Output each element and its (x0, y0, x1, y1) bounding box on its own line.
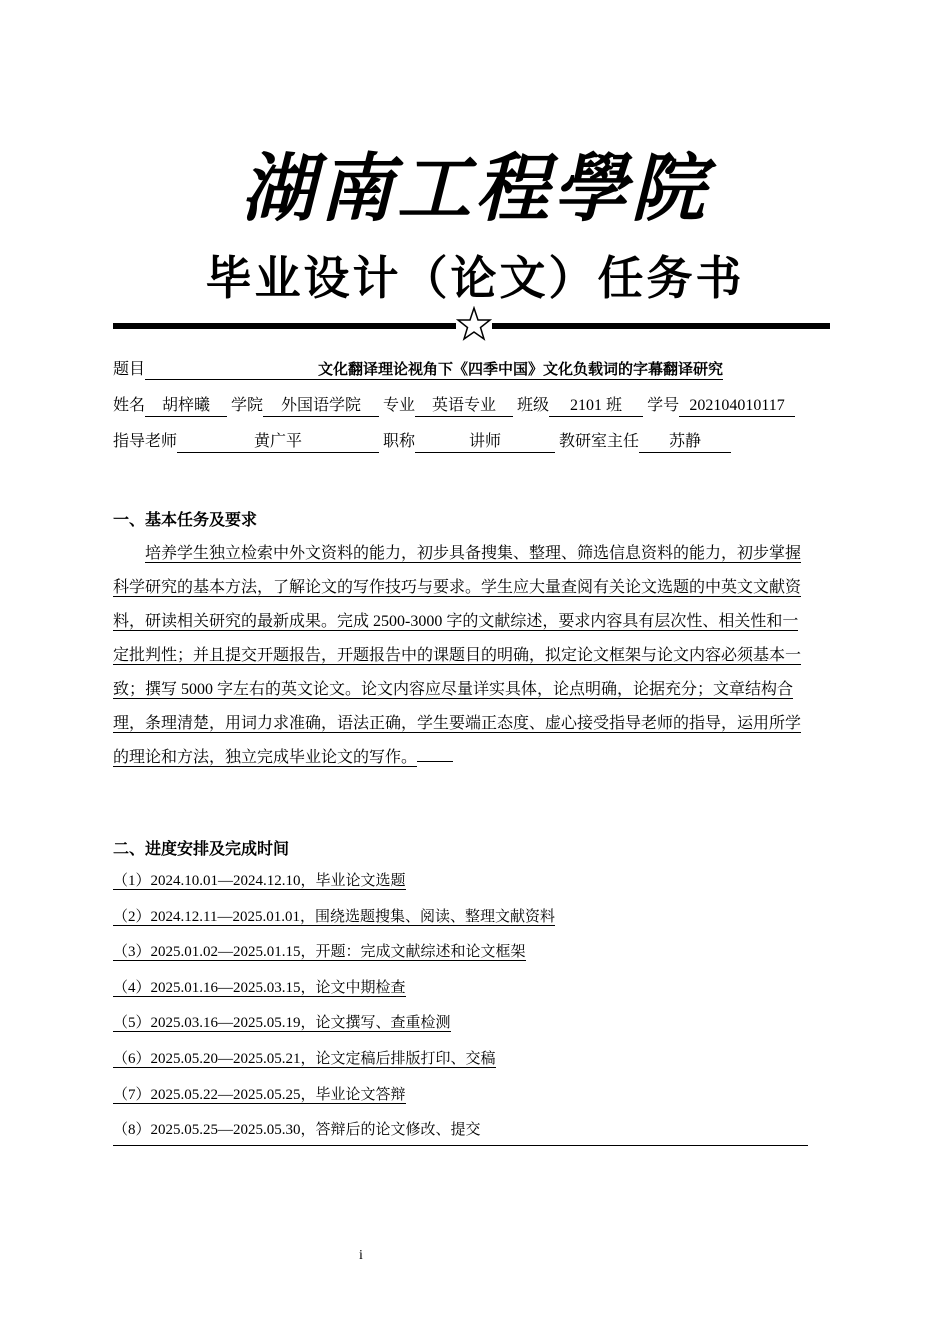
major-label: 专业 (383, 397, 416, 414)
topic-label: 题目 (113, 361, 146, 378)
advisor-label: 指导老师 (113, 433, 178, 450)
advisor-row (113, 430, 731, 454)
topic-row (113, 358, 723, 382)
schedule-item: （7）2025.05.22—2025.05.25，毕业论文答辩 (113, 1086, 406, 1103)
schedule-item: （4）2025.01.16—2025.03.15，论文中期检查 (113, 979, 406, 996)
section1-heading: 一、基本任务及要求 (113, 510, 258, 529)
college-value: 外国语学院 (263, 396, 379, 417)
schedule-item: （3）2025.01.02—2025.01.15，开题：完成文献综述和论文框架 (113, 944, 526, 961)
name-value: 胡梓曦 (145, 396, 227, 417)
id-label: 学号 (647, 397, 680, 414)
advisor-value: 黄广平 (177, 432, 379, 453)
schedule-item: （8）2025.05.25—2025.05.30，答辩后的论文修改、提交 (113, 1115, 808, 1151)
schedule-item: （5）2025.03.16—2025.05.19，论文撰写、查重检测 (113, 1015, 451, 1032)
document-title: 毕业设计（论文）任务书 (205, 251, 745, 305)
star-icon (456, 306, 492, 342)
body-line: 定批判性；并且提交开题报告，开题报告中的课题目的明确，拟定论文框架与论文内容必须基本一 (113, 647, 802, 664)
body-line: 料，研读相关研究的最新成果。完成 2500-3000 字的文献综述，要求内容具有层次性、相关性和一 (113, 613, 799, 630)
section2-heading: 二、进度安排及完成时间 (113, 839, 290, 858)
college-label: 学院 (231, 397, 264, 414)
class-label: 班级 (517, 397, 550, 414)
schedule-item: （6）2025.05.20—2025.05.21，论文定稿后排版打印、交稿 (113, 1050, 496, 1067)
schedule-item: （1）2024.10.01—2024.12.10，毕业论文选题 (113, 873, 406, 889)
title-label: 职称 (383, 433, 416, 450)
student-row (113, 394, 795, 418)
body-line: 致；撰写 5000 字左右的英文论文。论文内容应尽量详实具体，论点明确，论据充分；文章结构合 (113, 681, 794, 698)
schedule-list (113, 866, 808, 1151)
major-value: 英语专业 (415, 396, 513, 417)
schedule-item: （2）2024.12.11—2025.01.01，围绕选题搜集、阅读、整理文献资料 (113, 908, 555, 925)
section1-body (113, 537, 837, 775)
body-line: 理，条理清楚，用词力求准确，语法正确，学生要端正态度、虚心接受指导老师的指导，运用所学 (113, 715, 802, 732)
director-value: 苏静 (639, 432, 731, 453)
body-line: 培养学生独立检索中外文资料的能力，初步具备搜集、整理、筛选信息资料的能力，初步掌握 (145, 545, 802, 562)
page-number: i (359, 1248, 363, 1263)
divider-right (492, 323, 830, 329)
class-value: 2101 班 (549, 396, 643, 417)
title-value: 讲师 (415, 432, 555, 453)
divider-left (113, 323, 456, 329)
id-value: 202104010117 (679, 396, 795, 417)
topic-value: 文化翻译理论视角下《四季中国》文化负载词的字幕翻译研究 (145, 359, 723, 380)
director-label: 教研室主任 (559, 433, 640, 450)
name-label: 姓名 (113, 397, 146, 414)
school-logo: 湖南工程學院 (241, 149, 709, 231)
body-line: 科学研究的基本方法，了解论文的写作技巧与要求。学生应大量查阅有关论文选题的中英文文献资 (113, 579, 802, 596)
body-line: 的理论和方法，独立完成毕业论文的写作。 (113, 741, 837, 775)
